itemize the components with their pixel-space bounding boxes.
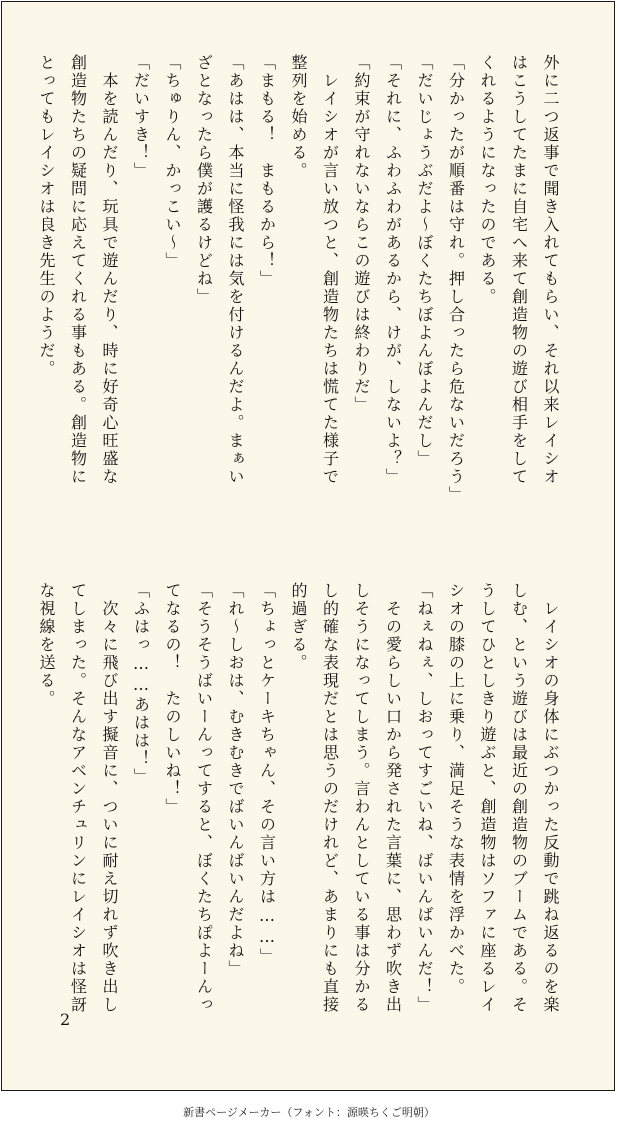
text-line: 「だいすき！」: [131, 54, 151, 180]
text-line: てなるの！ たのしいね！」: [163, 582, 182, 816]
text-line: とってもレイシオは良き先生のようだ。: [37, 54, 56, 378]
text-line: はこうしてたまに自宅へ来て創造物の遊び相手をして: [509, 54, 529, 486]
text-line: シオの膝の上に乗り、満足そうな表情を浮かべた。: [446, 582, 466, 996]
text-line: うしてひとしきり遊ぶと、創造物はソファに座るレイ: [478, 582, 497, 1014]
text-line: 「ちょっとケーキちゃん、その言い方は……」: [257, 582, 277, 966]
text-line: しむ、という遊びは最近の創造物のブームである。そ: [509, 582, 529, 1014]
text-line: 「だいじょうぶだよ〜ぼくたちぼよんぼよんだし」: [415, 54, 434, 468]
text-line: 本を読んだり、玩具で遊んだり、時に好奇心旺盛な: [100, 54, 119, 486]
text-line: しそうになってしまう。言わんとしている事は分かる: [352, 582, 371, 1014]
text-line: てしまった。そんなアベンチュリンにレイシオは怪訝: [68, 582, 88, 1014]
page-number: 2: [60, 1010, 71, 1029]
text-line: レイシオが言い放つと、創造物たちは慌てた様子で: [320, 54, 340, 486]
text-line: ざとなったら僕が護るけどね」: [194, 54, 214, 306]
text-line: し的確な表現だとは思うのだけれど、あまりにも直接: [320, 582, 340, 1014]
text-line: 「約束が守れないならこの遊びは終わりだ」: [352, 54, 371, 414]
text-line: 「そうそうばいーんってすると、ぼくたちぽよーんっ: [194, 582, 214, 1014]
text-line: 的過ぎる。: [289, 582, 308, 672]
text-line: くれるようになったのである。: [478, 54, 497, 306]
text-block-upper: [31, 54, 567, 574]
text-line: 「ちゅりん、かっこい〜」: [163, 54, 182, 270]
text-line: 「それに、ふわふわがあるから、けが、しないよ？」: [383, 54, 403, 486]
text-line: 「分かったが順番は守れ。押し合ったら危ないだろう」: [446, 54, 466, 504]
text-block-lower: [31, 582, 567, 1102]
text-line: な視線を送る。: [37, 582, 56, 708]
text-line: 「ねぇねぇ、しおってすごいね、ばいんばいんだ！」: [415, 582, 434, 1014]
text-line: その愛らしい口から発された言葉に、思わず吹き出: [383, 582, 403, 1014]
text-line: 「あはは、本当に怪我には気を付けるんだよ。まぁい: [226, 54, 245, 486]
credit-caption: 新書ページメーカー（フォント：源暎ちくご明朝）: [183, 1106, 435, 1119]
text-line: 次々に飛び出す擬音に、ついに耐え切れず吹き出し: [100, 582, 119, 1014]
text-line: 「れ〜しおは、むきむきでばいんばいんだよね」: [226, 582, 245, 978]
text-line: 外に二つ返事で聞き入れてもらい、それ以来レイシオ: [541, 54, 560, 486]
text-line: 整列を始める。: [289, 54, 308, 180]
book-page: [1, 1, 615, 1091]
text-line: 「ふはっ……あはは！」: [131, 582, 151, 786]
text-line: 創造物たちの疑問に応えてくれる事もある。創造物に: [68, 54, 88, 486]
text-line: レイシオの身体にぶつかった反動で跳ね返るのを楽: [541, 582, 560, 1014]
text-line: 「まもる！ まもるから！」: [257, 54, 277, 288]
